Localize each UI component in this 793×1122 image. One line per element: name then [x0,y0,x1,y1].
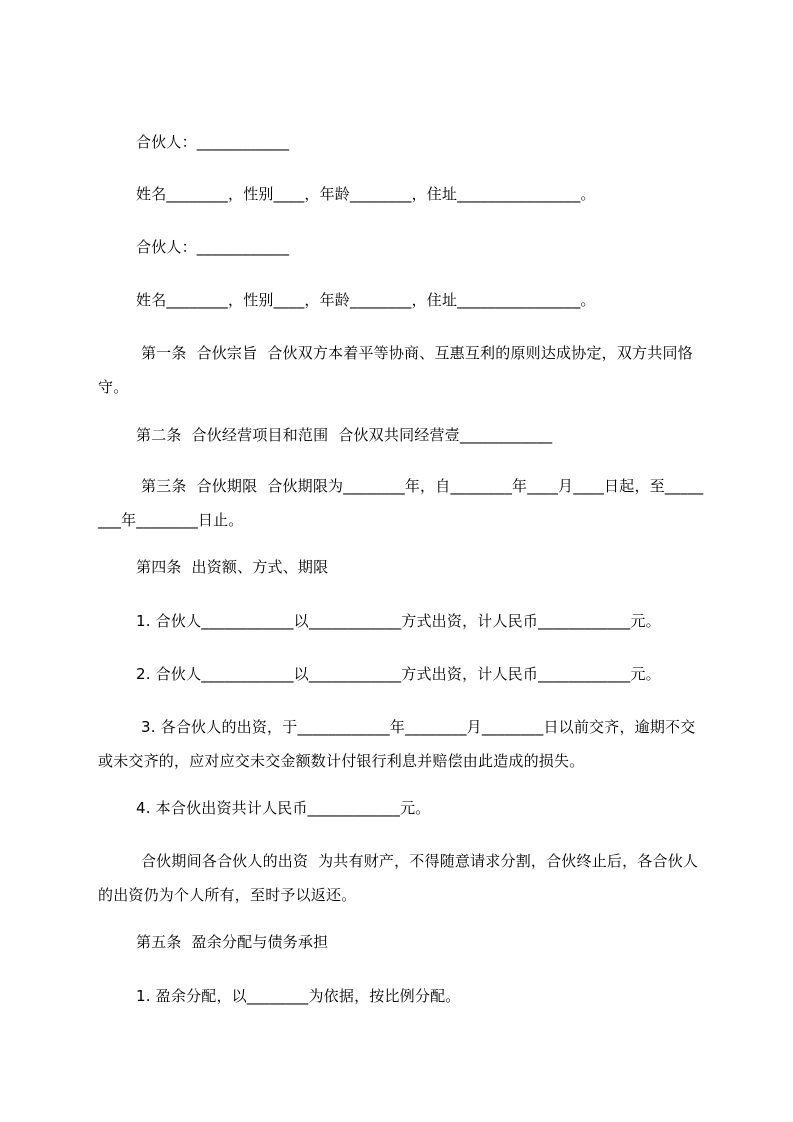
article-4-item-1: 1. 合伙人____________以____________方式出资，计人民币____________元。 [136,612,661,630]
article-4-item-2: 2. 合伙人____________以____________方式出资，计人民币____________元。 [136,665,661,683]
article-4-item-3: 3. 各合伙人的出资，于____________年________月________日以前交齐，逾期不交或未交齐的，应对应交未交金额数计付银行利息并赔偿由此造成的损失。 [98,718,696,770]
article-5-item-1: 1. 盈余分配，以________为依据，按比例分配。 [136,987,461,1005]
partner-1-details: 姓名________，性别____，年龄________，住址________________。 [136,185,596,203]
partner-1-label: 合伙人：____________ [136,133,290,151]
article-3-term: 第三条 合伙期限 合伙期限为________年，自________年____月____日起，至________年________日止。 [98,477,704,529]
article-5-heading: 第五条 盈余分配与债务承担 [136,933,329,951]
article-4-item-4: 4. 本合伙出资共计人民币____________元。 [136,799,431,817]
partner-2-details: 姓名________，性别____，年龄________，住址________________。 [136,291,596,309]
article-1-purpose: 第一条 合伙宗旨 合伙双方本着平等协商、互惠互利的原则达成协定，双方共同恪守。 [98,344,693,396]
article-4-heading: 第四条 出资额、方式、期限 [136,558,329,576]
partner-2-label: 合伙人：____________ [136,238,290,256]
joint-property-clause: 合伙期间各合伙人的出资 为共有财产，不得随意请求分割，合伙终止后，各合伙人的出资仍为个人所有，至时予以返还。 [98,852,699,904]
article-2-scope: 第二条 合伙经营项目和范围 合伙双共同经营壹____________ [136,426,553,444]
